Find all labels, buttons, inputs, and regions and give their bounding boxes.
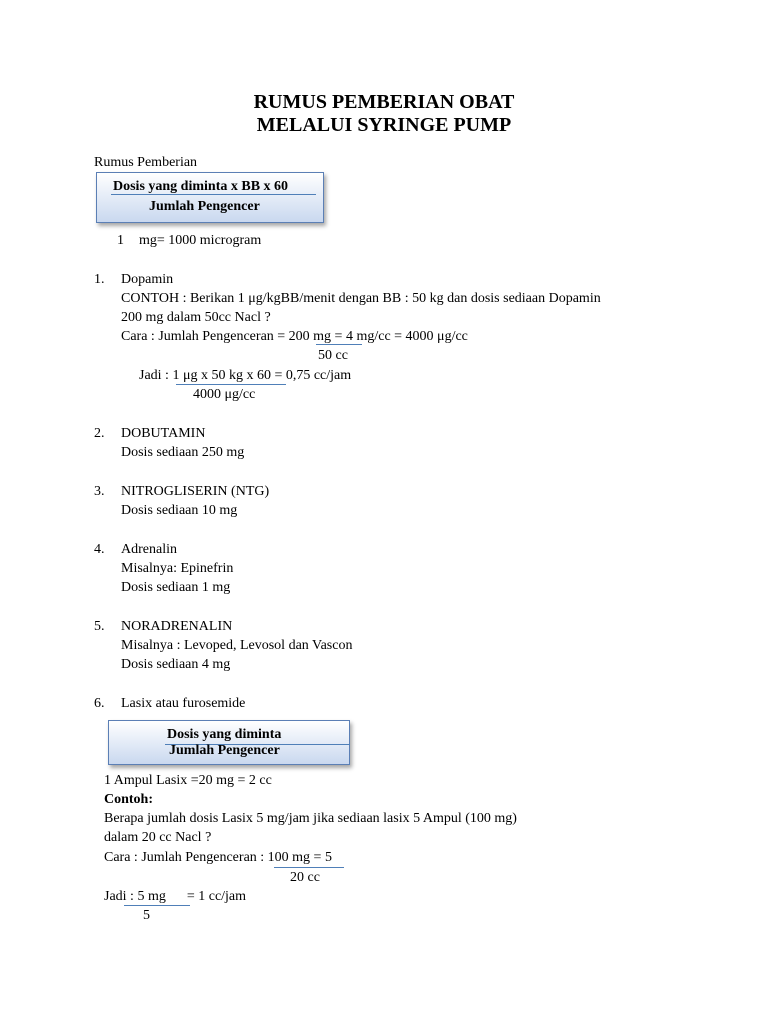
fraction-line <box>111 194 316 195</box>
item-1-jadi-denominator: 4000 μg/cc <box>193 387 256 402</box>
rumus-formula-box <box>96 172 324 223</box>
lasix-ampul: 1 Ampul Lasix =20 mg = 2 cc <box>104 773 272 788</box>
rumus-label: Rumus Pemberian <box>94 155 198 170</box>
item-1-name: Dopamin <box>121 272 174 287</box>
item-1-jadi: Jadi : 1 μg x 50 kg x 60 = 0,75 cc/jam <box>139 368 352 383</box>
fraction-line <box>316 344 362 345</box>
lasix-formula-box <box>108 720 350 765</box>
item-5-name: NORADRENALIN <box>121 619 233 634</box>
item-1-contoh-line1: CONTOH : Berikan 1 μg/kgBB/menit dengan BB : 50 kg dan dosis sediaan Dopamin <box>121 291 601 306</box>
item-4-number: 4. <box>94 542 105 557</box>
lasix-contoh-label: Contoh: <box>104 792 154 807</box>
item-1-cara: Cara : Jumlah Pengenceran = 200 mg = 4 mg/cc = 4000 μg/cc <box>121 329 468 344</box>
page-title-line1: RUMUS PEMBERIAN OBAT <box>253 91 515 113</box>
page-title-line2: MELALUI SYRINGE PUMP <box>256 114 512 136</box>
lasix-jadi: Jadi : 5 mg = 1 cc/jam <box>104 889 247 904</box>
lasix-cara-denominator: 20 cc <box>290 870 320 885</box>
lasix-jadi-denominator: 5 <box>143 908 150 923</box>
lasix-box-numerator: Dosis yang diminta <box>167 727 282 742</box>
item-1-cara-denominator: 50 cc <box>318 348 348 363</box>
fraction-line <box>124 905 190 906</box>
item-6-name: Lasix atau furosemide <box>121 696 246 711</box>
fraction-line <box>274 867 344 868</box>
item-3-number: 3. <box>94 484 105 499</box>
item-1-number: 1. <box>94 272 105 287</box>
item-4-sediaan: Dosis sediaan 1 mg <box>121 580 231 595</box>
lasix-box-denominator: Jumlah Pengencer <box>169 743 280 758</box>
conversion-num: 1 <box>117 233 124 248</box>
lasix-cara: Cara : Jumlah Pengenceran : 100 mg = 5 <box>104 850 332 865</box>
item-3-name: NITROGLISERIN (NTG) <box>121 484 270 499</box>
item-5-sediaan: Dosis sediaan 4 mg <box>121 657 231 672</box>
item-2-number: 2. <box>94 426 105 441</box>
item-5-number: 5. <box>94 619 105 634</box>
item-1-contoh-line2: 200 mg dalam 50cc Nacl ? <box>121 310 271 325</box>
item-2-name: DOBUTAMIN <box>121 426 206 441</box>
item-4-name: Adrenalin <box>121 542 177 557</box>
lasix-question-line1: Berapa jumlah dosis Lasix 5 mg/jam jika sediaan lasix 5 Ampul (100 mg) <box>104 811 517 826</box>
rumus-denominator: Jumlah Pengencer <box>149 199 260 214</box>
item-4-misal: Misalnya: Epinefrin <box>121 561 234 576</box>
item-5-misal: Misalnya : Levoped, Levosol dan Vascon <box>121 638 353 653</box>
item-6-number: 6. <box>94 696 105 711</box>
rumus-numerator: Dosis yang diminta x BB x 60 <box>113 179 289 194</box>
item-2-sediaan: Dosis sediaan 250 mg <box>121 445 245 460</box>
item-3-sediaan: Dosis sediaan 10 mg <box>121 503 238 518</box>
fraction-line <box>176 384 286 385</box>
lasix-question-line2: dalam 20 cc Nacl ? <box>104 830 212 845</box>
conversion-text: mg= 1000 microgram <box>139 233 262 248</box>
